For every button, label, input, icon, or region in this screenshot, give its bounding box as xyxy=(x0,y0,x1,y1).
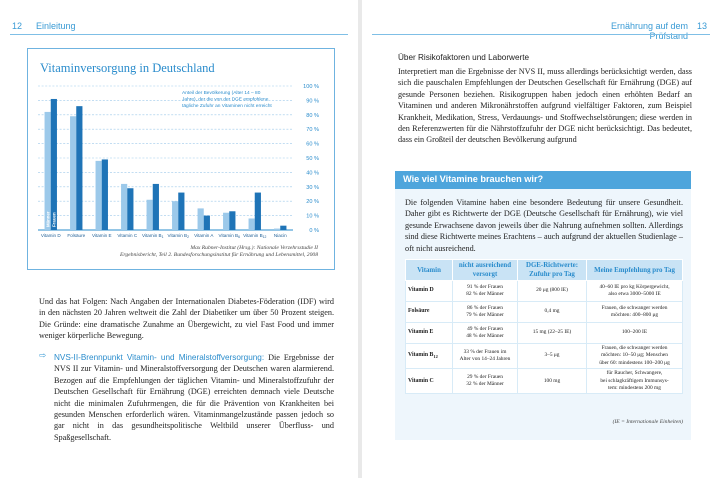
y-tick-label: 70 % xyxy=(306,127,319,134)
right-page xyxy=(362,0,720,478)
table-row xyxy=(406,344,683,369)
x-tick-label: Niacin xyxy=(273,233,287,238)
x-tick-subscript: 1 xyxy=(161,235,164,240)
paragraph-idf: Und das hat Folgen: Nach Angaben der Internationalen Diabetes-Föderation (IDF) wird in den nächsten 20 Jahren weltweit die Zahl der Diabetiker um über 50 Prozent steigen. Die Gründe: eine dramatische Zunahme an Übergewicht, zu viel Fast Food und immer weniger körperliche Bewegung. xyxy=(39,297,334,341)
y-tick-label: 20 % xyxy=(306,199,319,206)
deficient-cell: 33 % der Frauen im Alter von 14–24 Jahren xyxy=(453,344,518,369)
bar-männer xyxy=(147,200,153,230)
y-tick-label: 10 % xyxy=(306,213,319,220)
deficient-cell: 86 % der Frauen 79 % der Männer xyxy=(453,302,518,323)
vitamin-table xyxy=(405,259,683,394)
bar-frauen xyxy=(153,184,159,230)
x-tick-label: Vitamin C xyxy=(117,233,138,238)
dge-value-cell: 100 mg xyxy=(518,369,587,394)
bar-frauen xyxy=(76,106,82,230)
info-box-text: Die folgenden Vitamine haben eine besondere Bedeutung für unsere Gesundheit. Daher gibt es Richtwerte der DGE (Deutsche Gesellschaft für Ernährung), wie viel gesunde Erwachsene davon jeweils über die Nahrung aufnehmen sollten. Allerdings sind diese Richtwerte meines Erachtens – auch aufgrund der aktuellen Studienlage – oft nicht ausreichend. xyxy=(405,198,683,253)
arrow-right-icon: ⇨ xyxy=(39,351,47,361)
y-tick-label: 90 % xyxy=(306,98,319,105)
vitamin-name: Vitamin D xyxy=(408,287,434,294)
recommendation-cell: für Raucher, Schwangere, bei schlagkräftigem Immunsys- tem: mindestens 200 mg xyxy=(587,369,683,394)
dge-value-cell: 15 mg (22–25 IE) xyxy=(518,323,587,344)
bar-männer xyxy=(172,201,178,230)
x-tick-label: Vitamin E xyxy=(91,233,112,238)
vitamin-name: Vitamin E xyxy=(408,329,434,336)
info-box-header xyxy=(395,171,691,189)
y-tick-label: 60 % xyxy=(306,141,319,148)
x-tick-subscript: 12 xyxy=(262,235,267,240)
x-tick-label: Vitamin $B_2$ xyxy=(167,233,189,240)
x-tick-subscript: 6 xyxy=(238,235,240,240)
table-row xyxy=(406,302,683,323)
col-header-recommendation: Meine Empfehlung pro Tag xyxy=(587,260,683,281)
header-rule-right xyxy=(372,34,710,35)
header-rule xyxy=(10,34,348,35)
section-subhead: Über Risikofaktoren und Laborwerte xyxy=(398,53,530,62)
running-head-right: Ernährung auf dem Prüfstand xyxy=(610,21,688,41)
focus-heading: NVS-II-Brennpunkt Vitamin- und Mineralstoffversorgung: xyxy=(54,353,265,362)
x-tick-label: Vitamin $B_6$ xyxy=(218,233,240,240)
vitamin-name-cell xyxy=(406,302,453,323)
bar-männer xyxy=(274,229,280,230)
bar-frauen xyxy=(204,216,210,230)
col-header-deficient: nicht ausreichend versorgt xyxy=(453,260,518,281)
bar-frauen xyxy=(255,193,261,230)
bar-männer xyxy=(121,184,127,230)
table-row xyxy=(406,281,683,302)
deficient-cell: 49 % der Frauen 48 % der Männer xyxy=(453,323,518,344)
running-head-left: Einleitung xyxy=(36,21,76,31)
bar-frauen xyxy=(178,193,184,230)
recommendation-cell: 100–200 IE xyxy=(587,323,683,344)
col-header-dge: DGE-Richtwerte: Zufuhr pro Tag xyxy=(518,260,587,281)
x-tick-label: Vitamin A xyxy=(194,233,214,238)
page-number-right: 13 xyxy=(697,21,708,31)
col-header-vitamin: Vitamin xyxy=(406,260,453,281)
legend-note-line: tägliche Zufuhr an Vitaminen nicht erreicht xyxy=(182,104,272,110)
focus-text: Die Ergebnisse der NVS II zur Vitamin- und Mineralstoffversorgung der Deutschen waren alarmierend. Bezogen auf die Empfehlungen der täglichen Vitamin- und Mineralstoffzufuhr der Deutschen Gesellschaft für Ernährung (DGE) erreichten demnach viele Deutsche nicht die minimalen Zufuhrmengen, die für die Prävention von Krankheiten bei gesunden Menschen erforderlich wären. Vitaminmangelzustände passen jedoch so gar nicht in das gesundheitspolitische Weltbild unserer Überfluss- und Spaßgesellschaft. xyxy=(54,353,334,442)
deficient-cell: 29 % der Frauen 32 % der Männer xyxy=(453,369,518,394)
x-tick-label: Vitamin $B_1$ xyxy=(142,233,164,240)
bar-frauen xyxy=(229,211,235,230)
bar-männer xyxy=(249,218,255,230)
bar-männer xyxy=(223,213,229,230)
table-row xyxy=(406,323,683,344)
x-tick-label: Vitamin D xyxy=(40,233,61,238)
chart-box xyxy=(27,48,335,270)
vitamin-name: Folsäure xyxy=(408,308,430,315)
page-number-left: 12 xyxy=(12,21,23,31)
y-tick-label: 40 % xyxy=(306,170,319,177)
bar-männer xyxy=(70,116,76,230)
chart-source-line2: Ergebnisbericht, Teil 2. Bundesforschungsinstitut für Ernährung und Lebensmittel, 2008 xyxy=(119,251,318,258)
vitamin-subscript: 12 xyxy=(433,353,438,359)
recommendation-cell: Frauen, die schwanger werden möchten: 10–50 μg; Menschen über 60: mindestens 100–200 μg xyxy=(587,344,683,369)
bar-series-label: Frauen xyxy=(51,212,57,227)
bar-männer xyxy=(96,161,102,230)
vitamin-name-cell xyxy=(406,344,453,369)
bar-series-label: Männer xyxy=(45,211,51,227)
x-tick-label: Vitamin $B_{12}$ xyxy=(243,233,267,240)
y-tick-label: 100 % xyxy=(303,84,319,90)
left-page xyxy=(0,0,358,478)
chart-source xyxy=(38,245,318,259)
y-tick-label: 80 % xyxy=(306,112,319,119)
bar-männer xyxy=(198,208,204,230)
vitamin-name-cell xyxy=(406,281,453,302)
vitamin-name: Vitamin C xyxy=(408,377,434,384)
bar-frauen xyxy=(280,226,286,230)
vitamin-name-cell xyxy=(406,369,453,394)
paragraph-risk: Interpretiert man die Ergebnisse der NVS II, muss allerdings berücksichtigt werden, dass sich die pauschalen Empfehlungen der Deutschen Gesellschaft für Ernährung (DGE) auf gesunde Personen beziehen. Risikogruppen haben jedoch einen erhöhten Bedarf an Vitaminen und anderen Mikronährstoffen aufgrund vielfältiger Faktoren, zum Beispiel Krankheit, Medikation, Stress, Verdauungs- und Stoffwechselstörungen; diese werden in den Referenzwerten für die Nährstoffzufuhr der DGE nicht berücksichtigt. Das bedeutet, dass ein Großteil der deutschen Bevölkerung aufgrund xyxy=(398,67,692,145)
vitamin-name-cell xyxy=(406,323,453,344)
deficient-cell: 91 % der Frauen 82 % der Männer xyxy=(453,281,518,302)
vitamin-name: Vitamin B xyxy=(408,351,434,358)
table-header-row xyxy=(406,260,683,281)
info-box-title: Wie viel Vitamine brauchen wir? xyxy=(403,174,544,184)
recommendation-cell: Frauen, die schwanger werden möchten: 400–800 μg xyxy=(587,302,683,323)
table-footnote: (IE = Internationale Einheiten) xyxy=(612,419,683,425)
y-tick-label: 30 % xyxy=(306,184,319,191)
dge-value-cell: 0,4 mg xyxy=(518,302,587,323)
focus-paragraph xyxy=(54,352,334,443)
bar-frauen xyxy=(127,188,133,230)
x-tick-label: Folsäure xyxy=(67,233,86,238)
chart-source-line1: Max Rubner-Institut (Hrsg.): Nationale Verzehrsstudie II xyxy=(190,245,318,251)
dge-value-cell: 20 μg (800 IE) xyxy=(518,281,587,302)
vitamin-bar-chart xyxy=(28,49,334,249)
legend-note-line: Jahre), der die von der DGE empfohlene xyxy=(182,97,269,103)
y-tick-label: 50 % xyxy=(306,156,319,162)
table-row xyxy=(406,369,683,394)
dge-value-cell: 3–5 μg xyxy=(518,344,587,369)
chart-title: Vitaminversorgung in Deutschland xyxy=(40,61,215,75)
x-tick-subscript: 2 xyxy=(187,235,189,240)
bar-frauen xyxy=(102,159,108,230)
recommendation-cell: 40–60 IE pro kg Körpergewicht, also etwa 3000–5000 IE xyxy=(587,281,683,302)
y-tick-label: 0 % xyxy=(309,228,319,234)
legend-note-line: Anteil der Bevölkerung (Alter 14 – 80 xyxy=(182,91,261,96)
bar-frauen xyxy=(51,99,57,230)
